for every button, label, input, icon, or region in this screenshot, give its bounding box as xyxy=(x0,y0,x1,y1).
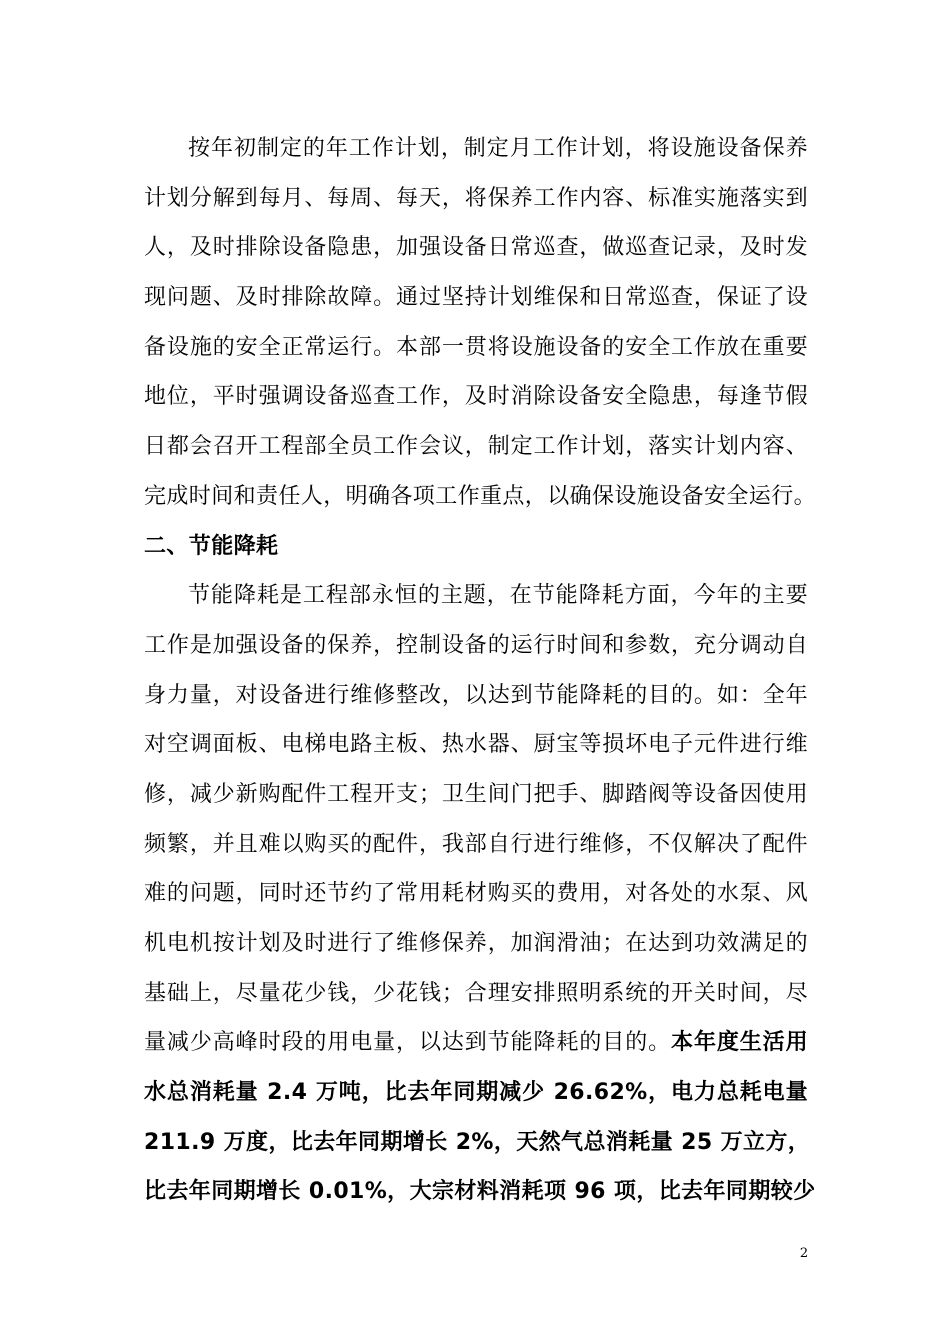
paragraph-line: 难的问题，同时还节约了常用耗材购买的费用，对各处的水泵、风 xyxy=(144,881,808,907)
paragraph-line: 机电机按计划及时进行了维修保养，加润滑油；在达到功效满足的 xyxy=(144,931,808,956)
bold-paragraph-line: 211.9 万度，比去年同期增长 2%，天然气总消耗量 25 万立方， xyxy=(144,1129,811,1155)
paragraph-line: 地位，平时强调设备巡查工作，及时消除设备安全隐患，每逢节假 xyxy=(144,384,808,410)
paragraph-line: 基础上，尽量花少钱，少花钱；合理安排照明系统的开关时间，尽 xyxy=(144,980,808,1006)
paragraph-line: 身力量，对设备进行维修整改，以达到节能降耗的目的。如：全年 xyxy=(144,682,808,708)
paragraph-line: 对空调面板、电梯电路主板、热水器、厨宝等损坏电子元件进行维 xyxy=(144,732,808,758)
paragraph-line: 备设施的安全正常运行。本部一贯将设施设备的安全工作放在重要 xyxy=(144,334,808,360)
plain-text-run: 量减少高峰时段的用电量，以达到节能降耗的目的。 xyxy=(144,1030,672,1056)
paragraph-line: 现问题、及时排除故障。通过坚持计划维保和日常巡查，保证了设 xyxy=(144,285,808,311)
bold-text-run: 本年度生活用 xyxy=(671,1030,809,1056)
paragraph-line-mixed xyxy=(144,1018,808,1068)
paragraph-line: 完成时间和责任人，明确各项工作重点，以确保设施设备安全运行。 xyxy=(144,483,817,509)
document-body xyxy=(144,124,817,1217)
section-heading: 二、节能降耗 xyxy=(144,533,279,559)
page-number: 2 xyxy=(799,1246,809,1261)
paragraph-line: 人，及时排除设备隐患，加强设备日常巡查，做巡查记录，及时发 xyxy=(144,235,808,261)
paragraph-line: 按年初制定的年工作计划，制定月工作计划，将设施设备保养 xyxy=(188,136,808,161)
paragraph-line: 节能降耗是工程部永恒的主题，在节能降耗方面，今年的主要 xyxy=(188,583,808,609)
paragraph-line: 日都会召开工程部全员工作会议，制定工作计划，落实计划内容、 xyxy=(144,434,808,460)
bold-paragraph-line: 水总消耗量 2.4 万吨，比去年同期减少 26.62%，电力总耗电量 xyxy=(144,1080,808,1106)
paragraph-line: 工作是加强设备的保养，控制设备的运行时间和参数，充分调动自 xyxy=(144,632,808,658)
paragraph-line: 计划分解到每月、每周、每天，将保养工作内容、标准实施落实到 xyxy=(144,185,808,211)
paragraph-line: 频繁，并且难以购买的配件，我部自行进行维修，不仅解决了配件 xyxy=(144,831,808,857)
bold-paragraph-line: 比去年同期增长 0.01%，大宗材料消耗项 96 项，比去年同期较少 xyxy=(144,1179,816,1205)
paragraph-line: 修，减少新购配件工程开支；卫生间门把手、脚踏阀等设备因使用 xyxy=(144,781,808,807)
